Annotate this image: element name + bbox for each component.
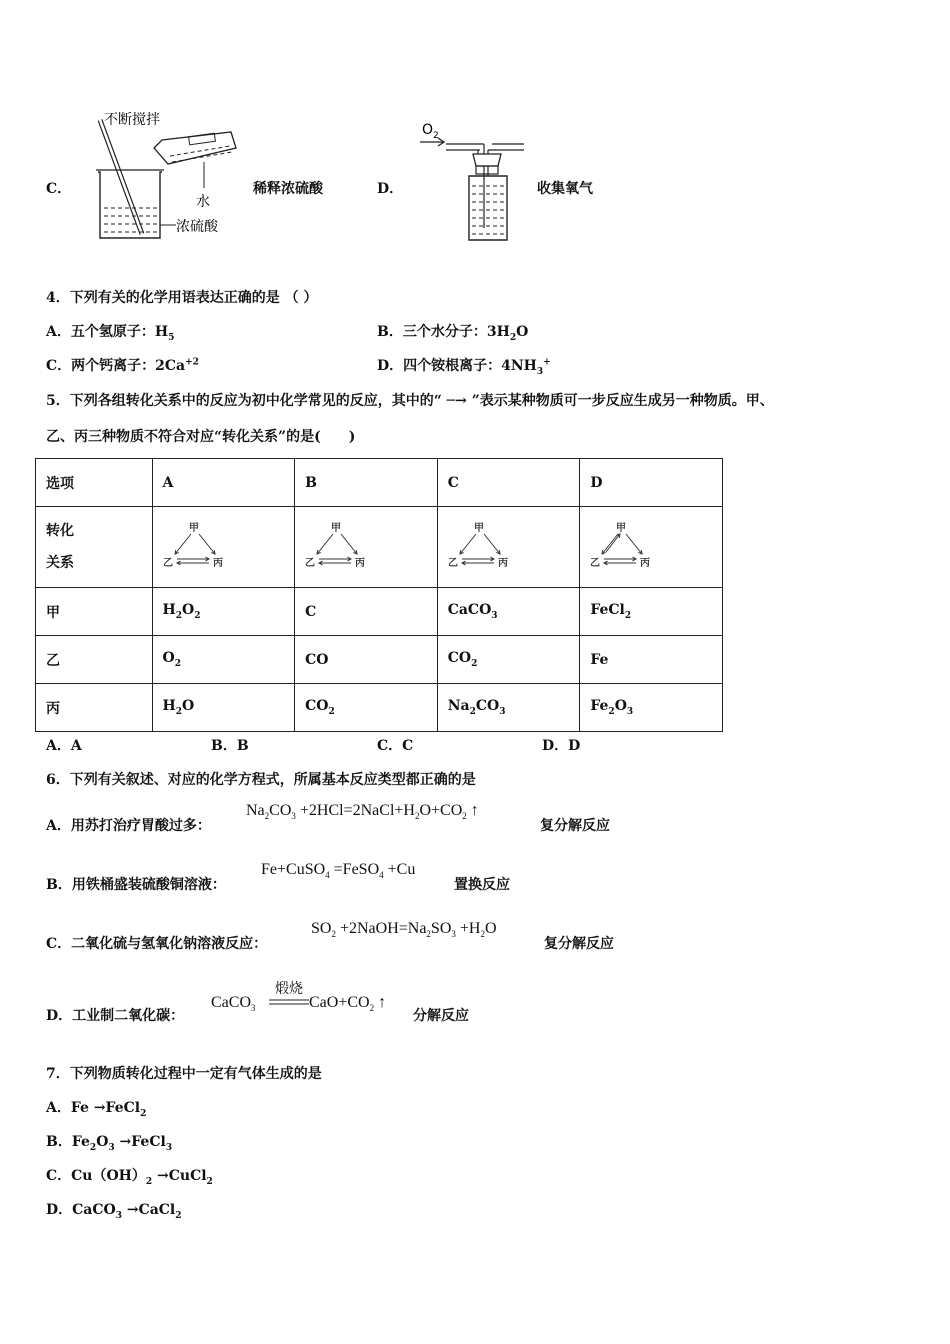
yi-d: Fe [580, 636, 723, 684]
option-d-letter: D． [377, 181, 404, 197]
jia-b: C [295, 588, 438, 636]
bing-c: $Na_2CO_3$ [437, 684, 580, 732]
tilted-flask [154, 132, 236, 164]
svg-text:2: 2 [433, 131, 439, 141]
diagram-a [152, 507, 295, 588]
diagram-c [437, 507, 580, 588]
header-c: C [437, 459, 580, 507]
table-header-row [36, 459, 723, 507]
dilute-acid-apparatus [86, 110, 246, 245]
yi-c: $CO_2$ [437, 636, 580, 684]
q5-stem-line1: 5．下列各组转化关系中的反应为初中化学常见的反应，其中的“ ─→ ”表示某种物质可一步反应生成另一种物质。甲、 [46, 393, 774, 409]
q6-option-d-type: 分解反应 [413, 1008, 469, 1024]
q6-stem: 6．下列有关叙述、对应的化学方程式，所属基本反应类型都正确的是 [46, 772, 476, 788]
relation-row [36, 507, 723, 588]
label-acid: 浓硫酸 [176, 219, 218, 235]
q5-answer-b: B．B [211, 738, 249, 754]
yi-row [36, 636, 723, 684]
node-yi: 乙 [447, 558, 458, 569]
q7-option-d: D．CaCO$_3$ →CaCl$_2$ [46, 1202, 182, 1221]
q7-stem: 7．下列物质转化过程中一定有气体生成的是 [46, 1066, 322, 1082]
bing-a: $H_2O$ [152, 684, 295, 732]
node-bing: 丙 [212, 558, 223, 569]
bing-d: $Fe_2O_3$ [580, 684, 723, 732]
q5-answer-c: C．C [377, 738, 414, 754]
yi-a: $O_2$ [152, 636, 295, 684]
diagram-d [580, 507, 723, 588]
q7-option-a: A．Fe →FeCl$_2$ [46, 1100, 147, 1119]
equals-sign [269, 998, 309, 1006]
q7-option-b: B．$Fe_2O_3$ →FeCl$_3$ [46, 1134, 173, 1153]
header-b: B [295, 459, 438, 507]
node-bing: 丙 [640, 558, 651, 569]
q5-stem-line2: 乙、丙三种物质不符合对应“转化关系”的是( ) [46, 429, 356, 445]
option-d-caption: 收集氧气 [537, 181, 593, 197]
q5-answer-a: A．A [46, 738, 82, 754]
row-label-yi: 乙 [36, 636, 153, 684]
q6-equation-b: Fe+CuSO$_4$ =FeSO$_4$ +Cu [261, 861, 416, 881]
q6-option-a-label: A．用苏打治疗胃酸过多： [46, 818, 211, 834]
q4-option-d: D．四个铵根离子：$4NH_3^+$ [377, 357, 551, 377]
header-d: D [580, 459, 723, 507]
q6-option-c-label: C．二氧化硫与氢氧化钠溶液反应： [46, 936, 268, 952]
label-stir: 不断搅拌 [104, 112, 160, 128]
q6-equation-a: $Na_2CO_3$ $+2HCl=2NaCl+H_2O+CO_2$ ↑ [246, 802, 479, 822]
q6-equation-c: $SO_2$ $+2NaOH=Na_2SO_3 +H_2O$ [311, 920, 497, 940]
option-c-letter: C． [46, 181, 72, 197]
q7-option-c: C．$Cu(OH)_2$ →CuCl$_2$ [46, 1168, 213, 1187]
node-jia: 甲 [331, 523, 342, 534]
node-bing: 丙 [497, 558, 508, 569]
calcination-condition: 煅烧 [275, 981, 303, 997]
stopper [473, 154, 501, 166]
bing-b: $CO_2$ [295, 684, 438, 732]
conversion-table [35, 458, 723, 732]
jia-c: CaCO$_3$ [437, 588, 580, 636]
node-yi: 乙 [162, 558, 173, 569]
node-jia: 甲 [188, 523, 199, 534]
jia-d: FeCl$_2$ [580, 588, 723, 636]
q4-stem: 4．下列有关的化学用语表达正确的是 （ ） [46, 290, 318, 306]
node-yi: 乙 [305, 558, 316, 569]
node-yi: 乙 [590, 558, 601, 569]
q6-equation-d: CaCO$_3$ [211, 994, 256, 1014]
label-o2: O [422, 122, 434, 138]
q6-option-d-label: D．工业制二氧化碳： [46, 1008, 185, 1024]
q6-option-c-type: 复分解反应 [544, 936, 614, 952]
q6-option-b-label: B．用铁桶盛装硫酸铜溶液： [46, 877, 226, 893]
header-a: A [152, 459, 295, 507]
q4-option-c: C．两个钙离子：$2Ca^{+2}$ [46, 357, 199, 374]
diagram-b [295, 507, 438, 588]
q5-answer-d: D．D [542, 738, 581, 754]
label-water: 水 [196, 194, 210, 210]
bing-row [36, 684, 723, 732]
q4-option-a: A．五个氢原子：$H_5$ [46, 324, 175, 343]
q6-option-b-type: 置换反应 [454, 877, 510, 893]
row-label-jia: 甲 [36, 588, 153, 636]
row-label-bing: 丙 [36, 684, 153, 732]
q6-equation-d-products: $CaO+CO_2$ ↑ [309, 994, 387, 1014]
header-option: 选项 [36, 459, 153, 507]
jia-row [36, 588, 723, 636]
node-jia: 甲 [473, 523, 484, 534]
option-c-caption: 稀释浓硫酸 [253, 181, 323, 197]
relation-label: 转化 关系 [36, 507, 153, 588]
node-jia: 甲 [616, 523, 627, 534]
collect-oxygen-apparatus [418, 118, 528, 248]
jia-a: $H_2O_2$ [152, 588, 295, 636]
q4-option-b: B．三个水分子：$3H_2O$ [377, 324, 529, 343]
q6-option-a-type: 复分解反应 [540, 818, 610, 834]
yi-b: CO [295, 636, 438, 684]
node-bing: 丙 [355, 558, 366, 569]
